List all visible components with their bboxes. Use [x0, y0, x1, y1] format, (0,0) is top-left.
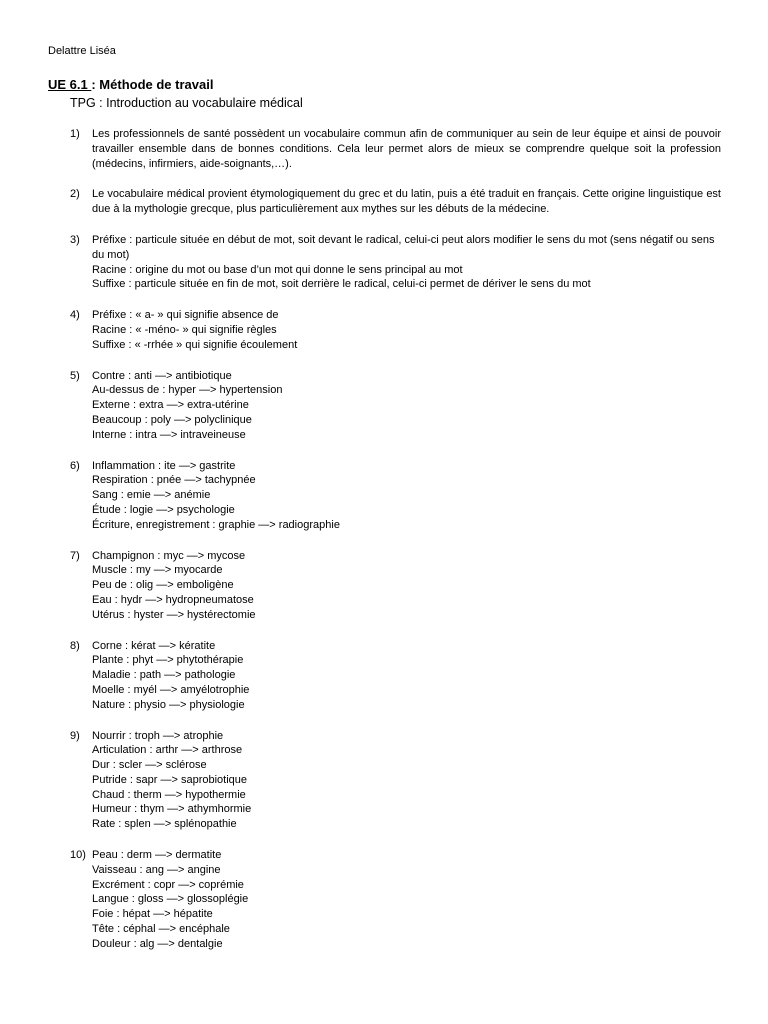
item-line: Préfixe : « a- » qui signifie absence de	[92, 309, 279, 322]
item-line: Plante : phyt —> phytothérapie	[92, 654, 244, 667]
item-line: Nourrir : troph —> atrophie	[92, 729, 224, 742]
item-line: Étude : logie —> psychologie	[92, 503, 235, 516]
item-line: Moelle : myél —> amyélotrophie	[92, 683, 250, 696]
item-line: Contre : anti —> antibiotique	[92, 369, 232, 382]
item-number: 3)	[70, 233, 80, 246]
item-line: Racine : origine du mot ou base d’un mot qui donne le sens principal au mot	[92, 263, 463, 276]
item-body	[92, 848, 721, 952]
item-line: Nature : physio —> physiologie	[92, 698, 245, 711]
item-line: Externe : extra —> extra-utérine	[92, 399, 249, 412]
item-number: 4)	[70, 309, 80, 322]
item-body	[92, 233, 721, 292]
item-line: Langue : gloss —> glossoplégie	[92, 893, 249, 906]
item-line: Écriture, enregistrement : graphie —> radiographie	[92, 518, 340, 531]
item-number: 2)	[70, 188, 80, 201]
list-item	[70, 459, 721, 533]
item-paragraph: Les professionnels de santé possèdent un vocabulaire commun afin de communiquer au sein de leur équipe et ainsi de pouvoir travailler ensemble dans de bonnes conditions. Cela leur permet alors de mieux se comprendre quelque soit la profession (médecins, infirmiers, aide-soignants,…).	[92, 128, 721, 170]
item-number: 10)	[70, 849, 86, 862]
list-item	[70, 729, 721, 833]
item-line: Eau : hydr —> hydropneumatose	[92, 593, 254, 606]
item-line: Rate : splen —> splénopathie	[92, 818, 237, 831]
item-line: Humeur : thym —> athymhormie	[92, 803, 252, 816]
list-item	[70, 308, 721, 352]
item-body	[92, 127, 721, 171]
item-line: Utérus : hyster —> hystérectomie	[92, 608, 256, 621]
item-line: Chaud : therm —> hypothermie	[92, 788, 246, 801]
subtitle: TPG : Introduction au vocabulaire médical	[70, 96, 303, 110]
item-line: Foie : hépat —> hépatite	[92, 908, 213, 921]
course-heading	[48, 77, 213, 92]
list-item	[70, 233, 721, 292]
item-number: 5)	[70, 369, 80, 382]
item-body	[92, 187, 721, 217]
item-line: Racine : « -méno- » qui signifie règles	[92, 323, 277, 336]
item-line: Vaisseau : ang —> angine	[92, 863, 221, 876]
item-number: 7)	[70, 549, 80, 562]
item-line: Suffixe : particule située en fin de mot, soit derrière le radical, celui-ci permet de dériver le sens du mot	[92, 278, 591, 291]
numbered-list	[70, 127, 721, 952]
list-item	[70, 549, 721, 623]
item-line: Préfixe : particule située en début de mot, soit devant le radical, celui-ci peut alors modifier le sens du mot (sens négatif ou sens du mot)	[92, 233, 715, 261]
list-item	[70, 127, 721, 171]
item-line: Maladie : path —> pathologie	[92, 669, 236, 682]
list-item	[70, 848, 721, 952]
item-line: Beaucoup : poly —> polyclinique	[92, 413, 252, 426]
item-body	[92, 729, 721, 833]
list-item	[70, 369, 721, 443]
item-line: Respiration : pnée —> tachypnée	[92, 474, 256, 487]
item-line: Inflammation : ite —> gastrite	[92, 459, 236, 472]
item-line: Peu de : olig —> emboligène	[92, 579, 234, 592]
item-line: Peau : derm —> dermatite	[92, 849, 222, 862]
item-line: Champignon : myc —> mycose	[92, 549, 246, 562]
item-line: Putride : sapr —> saprobiotique	[92, 773, 248, 786]
item-number: 8)	[70, 639, 80, 652]
item-paragraph: Le vocabulaire médical provient étymologiquement du grec et du latin, puis a été traduit en français. Cette origine linguistique est due à la mythologie grecque, plus particulièrement aux mythes sur les débuts de la médecine.	[92, 188, 721, 216]
item-line: Excrément : copr —> coprémie	[92, 878, 244, 891]
item-line: Dur : scler —> sclérose	[92, 759, 207, 772]
item-body	[92, 369, 721, 443]
item-line: Sang : emie —> anémie	[92, 489, 211, 502]
list-item	[70, 187, 721, 217]
item-line: Tête : céphal —> encéphale	[92, 923, 230, 936]
item-body	[92, 639, 721, 713]
list-item	[70, 639, 721, 713]
item-line: Au-dessus de : hyper —> hypertension	[92, 384, 283, 397]
item-number: 1)	[70, 128, 80, 140]
item-body	[92, 549, 721, 623]
item-line: Interne : intra —> intraveineuse	[92, 428, 246, 441]
item-number: 6)	[70, 459, 80, 472]
item-line: Douleur : alg —> dentalgie	[92, 937, 223, 950]
item-line: Corne : kérat —> kératite	[92, 639, 216, 652]
item-line: Articulation : arthr —> arthrose	[92, 744, 243, 757]
item-line: Suffixe : « -rrhée » qui signifie écoulement	[92, 338, 298, 351]
course-code: UE 6.1	[48, 77, 92, 92]
item-body	[92, 308, 721, 352]
item-number: 9)	[70, 729, 80, 742]
author-name: Delattre Liséa	[48, 45, 116, 57]
course-title: : Méthode de travail	[91, 77, 214, 92]
item-body	[92, 459, 721, 533]
item-line: Muscle : my —> myocarde	[92, 564, 223, 577]
